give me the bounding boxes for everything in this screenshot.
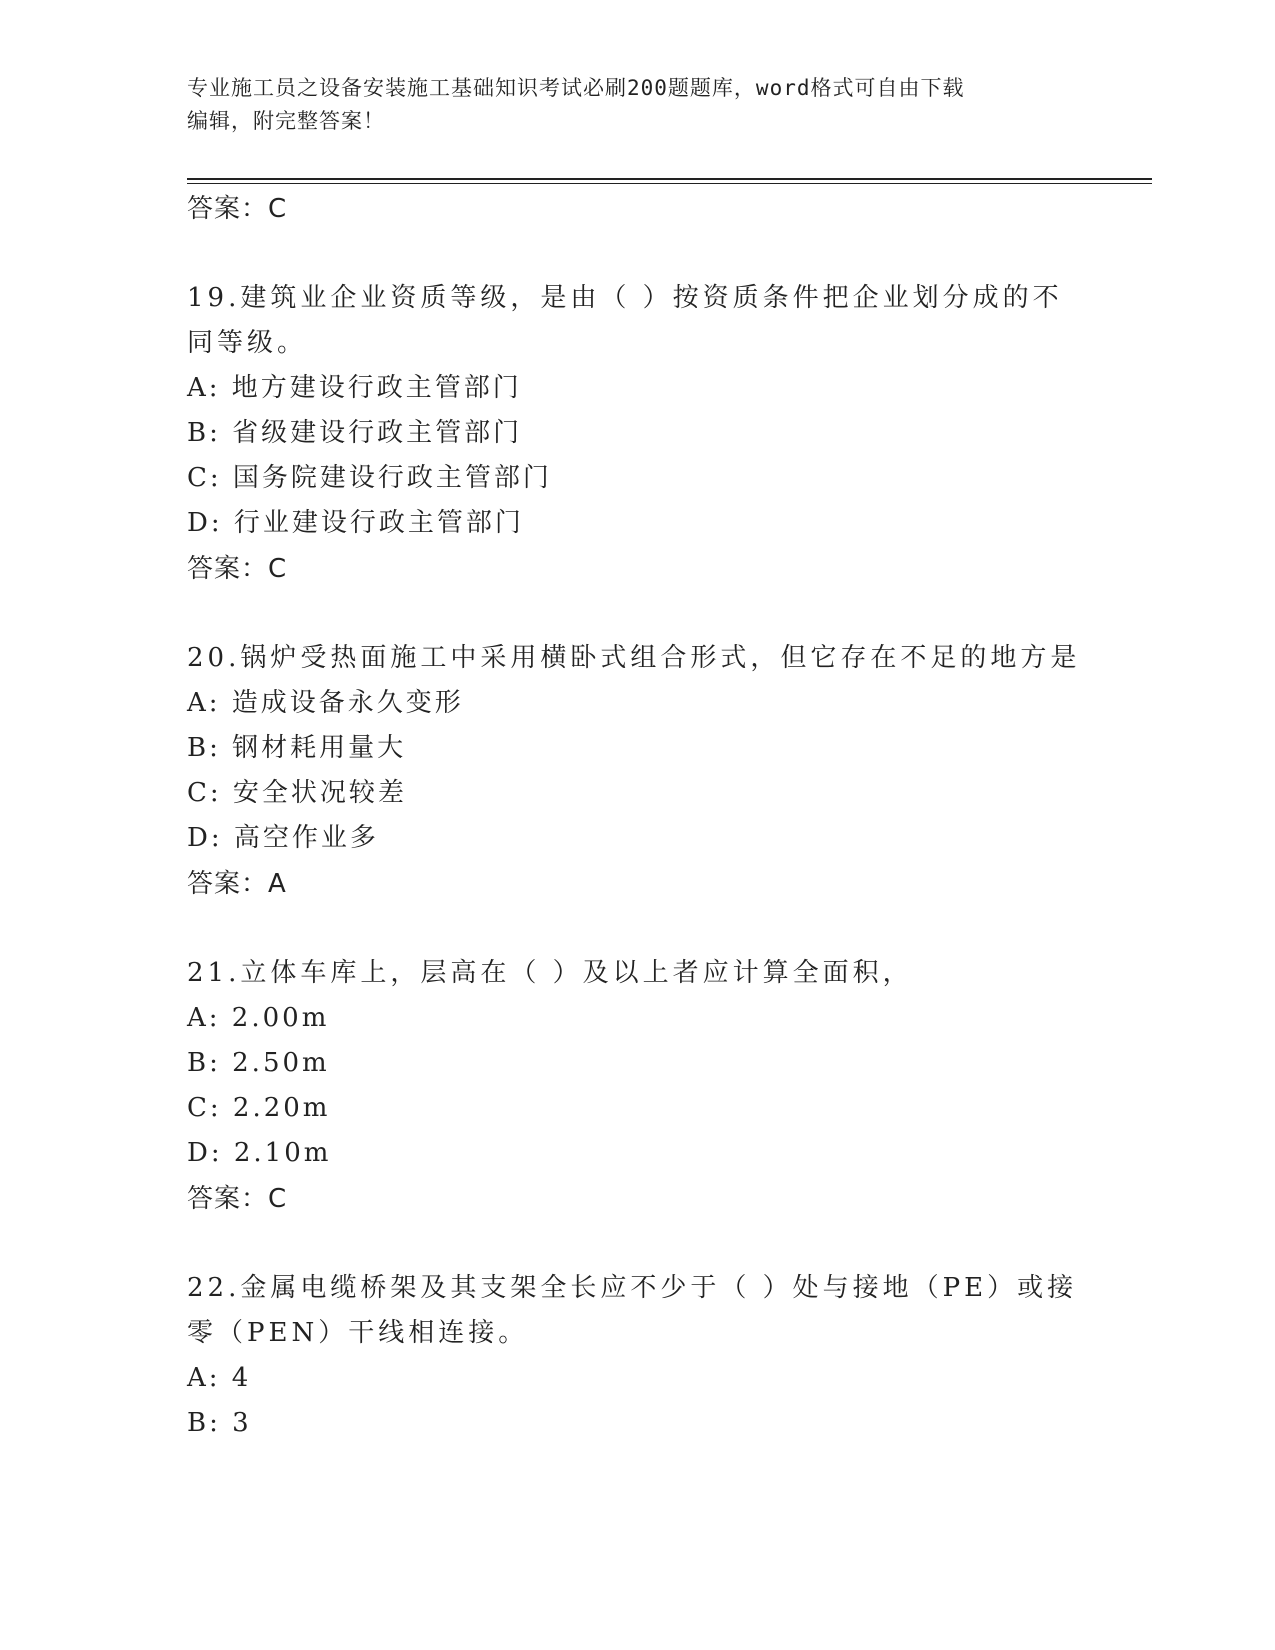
option-c: C: 2.20m bbox=[187, 1093, 331, 1123]
option-d: D: 高空作业多 bbox=[187, 823, 379, 853]
answer-line: 答案：C bbox=[187, 194, 288, 224]
option-c: C: 安全状况较差 bbox=[187, 778, 407, 808]
option-d: D: 行业建设行政主管部门 bbox=[187, 508, 524, 538]
header-line-2: 编辑，附完整答案！ bbox=[187, 109, 385, 133]
option-a: A: 4 bbox=[187, 1363, 252, 1393]
option-a: A: 地方建设行政主管部门 bbox=[187, 373, 522, 403]
question-22 bbox=[187, 1266, 1087, 1446]
header-line-1: 专业施工员之设备安装施工基础知识考试必刷200题题库，word格式可自由下载 bbox=[187, 76, 965, 100]
question-stem: 20.锅炉受热面施工中采用横卧式组合形式，但它存在不足的地方是 bbox=[187, 643, 1081, 673]
option-d: D: 2.10m bbox=[187, 1138, 332, 1168]
question-20 bbox=[187, 636, 1087, 907]
option-c: C: 国务院建设行政主管部门 bbox=[187, 463, 552, 493]
option-b: B: 钢材耗用量大 bbox=[187, 733, 407, 763]
option-a: A: 2.00m bbox=[187, 1003, 330, 1033]
answer-line: 答案：C bbox=[187, 1184, 288, 1214]
document-body bbox=[187, 186, 1087, 1446]
question-stem: 21.立体车库上，层高在（ ）及以上者应计算全面积， bbox=[187, 958, 913, 988]
option-b: B: 2.50m bbox=[187, 1048, 330, 1078]
question-stem: 19.建筑业企业资质等级，是由（ ）按资质条件把企业划分成的不同等级。 bbox=[187, 283, 1063, 358]
option-a: A: 造成设备永久变形 bbox=[187, 688, 464, 718]
answer-line: 答案：A bbox=[187, 869, 287, 899]
header-rule-thick bbox=[187, 178, 1152, 180]
option-b: B: 3 bbox=[187, 1408, 252, 1438]
question-19 bbox=[187, 276, 1087, 592]
question-stem: 22.金属电缆桥架及其支架全长应不少于（ ）处与接地（PE）或接零（PEN）干线相连接。 bbox=[187, 1273, 1078, 1348]
header-rule-thin bbox=[187, 183, 1152, 184]
question-21 bbox=[187, 951, 1087, 1222]
option-b: B: 省级建设行政主管部门 bbox=[187, 418, 523, 448]
answer-line: 答案：C bbox=[187, 554, 288, 584]
document-header bbox=[187, 72, 1067, 138]
